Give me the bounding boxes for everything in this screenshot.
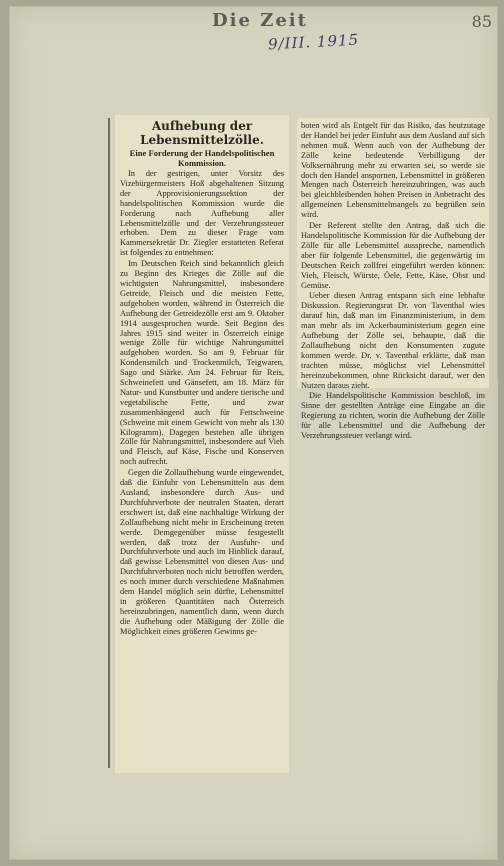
paragraph: Die Handelspolitische Kommission beschloß, im Sinne der gestellten Anträge eine Eingabe an die Regierung zu richten, worin die Aufhebung der Zölle für alle Lebensmittel und die Aufhebung der Verzehrungssteuer verlangt wird. — [301, 391, 485, 441]
sheet-fold-mark — [497, 380, 498, 680]
paragraph: Der Referent stellte den Antrag, daß sich die Handelspolitische Kommission für die Aufhebung der Zölle für alle Lebensmittel ausspreche, namentlich aber für folgende Lebensmittel, die gegenwärtig im Deutschen Reich zollfrei eingeführt werden können: Vieh, Fleisch, Würste, Öele, Fette, Käse, Obst und Gemüse. — [301, 221, 485, 290]
article-column-1 — [115, 115, 289, 773]
handwritten-date: 9/III. 1915 — [267, 30, 360, 54]
clipping-edge-mark — [108, 118, 110, 768]
paragraph: Gegen die Zollaufhebung wurde eingewendet, daß die Einfuhr von Lebensmitteln aus dem Ausland, insbesondere durch Aus- und Durchfuhrverbote der neutralen Staaten, derart erschwert ist, daß eine nachhaltige Wirkung der Zollaufhebung nicht mehr in Erscheinung treten werde. Demgegenüber müsse festgestellt werden, daß trotz der Ausfuhr- und Durchfuhrverbote und auch im Hinblick darauf, daß gewisse Lebensmittel von diesen Aus- und Durchfuhrverboten noch nicht betroffen werden, es noch immer durch verschiedene Maßnahmen dem Handel möglich sein dürfte, Lebensmittel in größeren Quantitäten nach Österreich hereinzubringen, namentlich dann, wenn durch die Aufhebung oder Mäßigung der Zölle die Möglichkeit eines größeren Gewinns ge- — [120, 468, 284, 636]
article-column-2 — [297, 118, 489, 441]
paragraph: Im Deutschen Reich sind bekanntlich gleich zu Beginn des Krieges die Zölle auf die wichtigsten Nahrungsmittel, insbesondere Getreide, Fleisch und die meisten Fette, aufgehoben worden, während in Österreich die Aufhebung der Getreidezölle erst am 9. Oktober 1914 ausgesprochen wurde. Seit Beginn des Jahres 1915 sind weiter in Österreich einige wenige Zölle für wichtige Nahrungsmittel aufgehoben worden. So am 9. Februar für Kondensmilch und Trockenmilch, Teigwaren, Sago und Stärke. Am 24. Februar für Reis, Schweinefett und Gänsefett, am 18. März für Natur- und Kunstbutter und andere tierische und vegetabilische Fette, und zwar zusammenhängend auch für Fettschweine (Schweine mit einem Gewicht von mehr als 130 Kilogramm). Dagegen bestehen alle übrigen Zölle für Nahrungsmittel, insbesondere auf Vieh und Fleisch, auf Käse, Fische und Konserven noch aufrecht. — [120, 259, 284, 467]
article-subtitle: Eine Forderung der Handelspolitischen Kommission. — [129, 148, 275, 168]
article-title: Aufhebung der Lebensmittelzölle. — [140, 119, 264, 147]
paragraph: boten wird als Entgelt für das Risiko, das heutzutage der Handel bei jeder Einfuhr aus dem Ausland auf sich nehmen muß. Wenn auch von der Aufhebung der Zölle keine bedeutende Verbilligung der Volksernährung mehr zu erwarten sei, so werde sie doch den Handel anspornen, Lebensmittel in größeren Mengen nach Österreich hereinzubringen, was auch bei gleichbleibenden hohen Preisen in Anbetracht des allgemeinen Lebensmittelmangels zu begrüßen sein wird. — [301, 121, 485, 220]
newspaper-masthead: Die Zeit — [212, 10, 308, 31]
paragraph: In der gestrigen, unter Vorsitz des Vizebürgermeisters Hoß abgehaltenen Sitzung der Approvisionierungssektion der handelspolitischen Kommission wurde die Forderung nach Aufhebung aller Lebensmittelzölle und der Verzehrungssteuer erhoben. Dem zu dieser Frage vom Kammersekretär Dr. Ziegler erstatteten Referat ist folgendes zu entnehmen: — [120, 169, 284, 258]
page-number: 85 — [471, 12, 492, 31]
paragraph: Ueber diesen Antrag entspann sich eine lebhafte Diskussion. Regierungsrat Dr. von Taventhal wies darauf hin, daß man im Finanzministerium, in dem man mehr als im Ackerbauministerium gegen eine Aufhebung der Zölle sei, behaupte, daß die Zollaufhebung nicht den Konsumenten zugute kommen werde. Dr. v. Taventhal erklärte, daß man trachten müsse, möglichst viel Lebensmittel hereinzubekommen, ohne Rücksicht darauf, wer den Nutzen daraus zieht. — [301, 291, 485, 390]
